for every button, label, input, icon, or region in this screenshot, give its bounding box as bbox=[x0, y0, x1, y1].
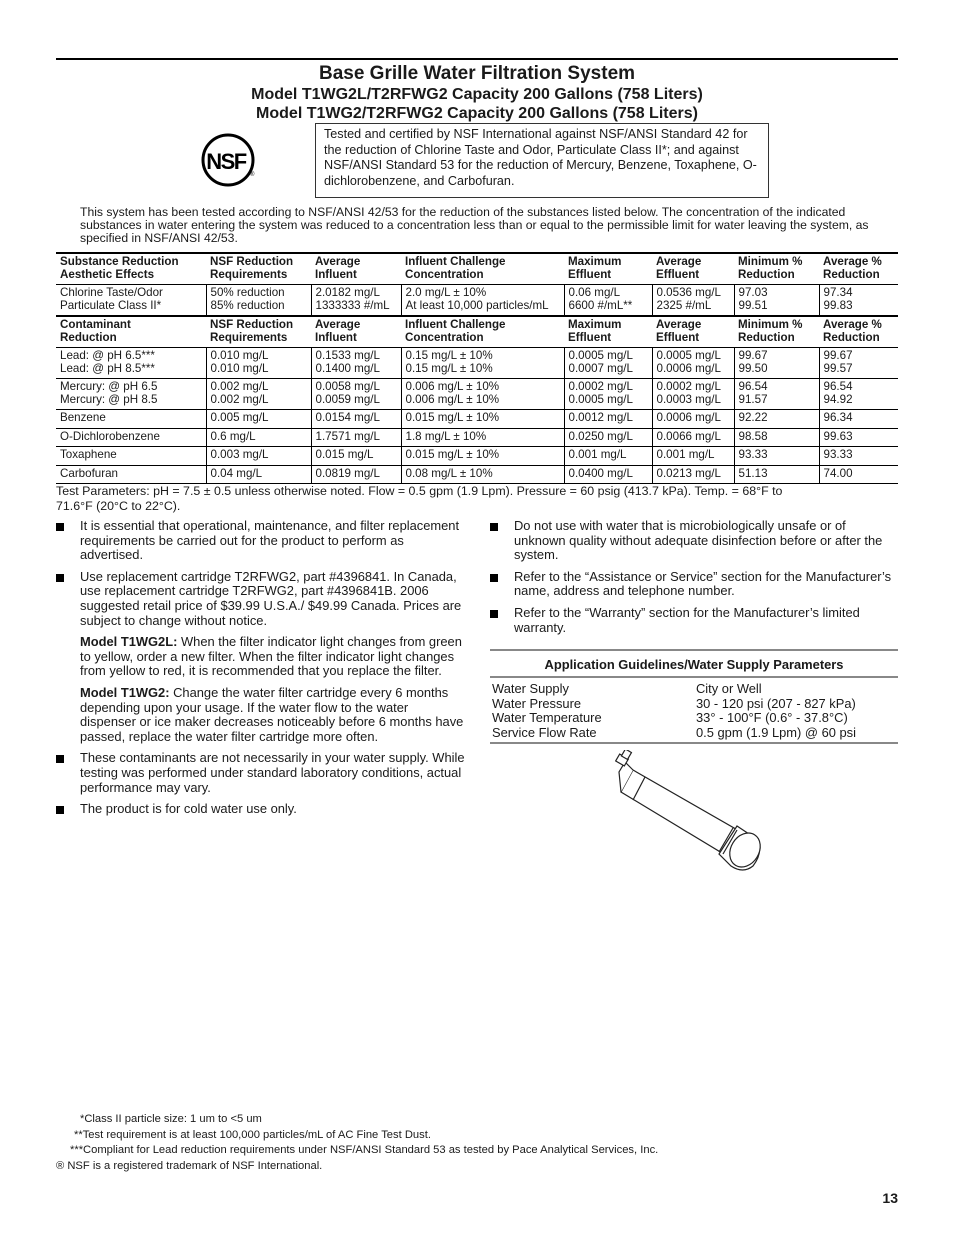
table-row bbox=[56, 447, 898, 466]
trademark-note: ® NSF is a registered trademark of NSF International. bbox=[56, 1159, 323, 1172]
table-cell: Maximum Effluent bbox=[564, 316, 652, 348]
table-cell: 0.0012 mg/L bbox=[564, 410, 652, 429]
bullet-item: Refer to the “Assistance or Service” section for the Manufacturer’s name, address and telephone number. bbox=[490, 570, 900, 599]
table-cell: Substance Reduction Aesthetic Effects bbox=[56, 253, 206, 285]
table-header-row bbox=[56, 253, 898, 285]
footnote: *Class II particle size: 1 um to <5 um bbox=[80, 1113, 262, 1125]
table-cell: 0.0250 mg/L bbox=[564, 428, 652, 447]
table-cell: 0.0154 mg/L bbox=[311, 410, 401, 429]
left-column bbox=[56, 519, 466, 824]
table-cell: 0.003 mg/L bbox=[206, 447, 311, 466]
table-cell: 0.0002 mg/L 0.0005 mg/L bbox=[564, 379, 652, 410]
square-bullet-icon bbox=[490, 574, 498, 582]
table-cell: 96.34 bbox=[819, 410, 898, 429]
table-row bbox=[56, 285, 898, 317]
table-cell: 0.04 mg/L bbox=[206, 465, 311, 484]
table-cell: NSF Reduction Requirements bbox=[206, 316, 311, 348]
square-bullet-icon bbox=[56, 755, 64, 763]
table-cell: O-Dichlorobenzene bbox=[56, 428, 206, 447]
table-row bbox=[56, 428, 898, 447]
table-cell: 0.08 mg/L ± 10% bbox=[401, 465, 564, 484]
bullet-item: Do not use with water that is microbiologically unsafe or of unknown quality without adequate disinfection before or after the system. bbox=[490, 519, 900, 563]
page-number: 13 bbox=[882, 1190, 898, 1206]
nsf-logo-text: NSF bbox=[206, 149, 246, 174]
table-row bbox=[56, 348, 898, 379]
footnote: ***Compliant for Lead reduction requirements under NSF/ANSI Standard 53 as tested by Pace Analytical Services, Inc. bbox=[70, 1144, 659, 1156]
table-cell: Average Effluent bbox=[652, 253, 734, 285]
table-cell: Maximum Effluent bbox=[564, 253, 652, 285]
model-subtitle-2: Model T1WG2/T2RFWG2 Capacity 200 Gallons (758 Liters) bbox=[256, 105, 698, 122]
application-guidelines bbox=[490, 649, 898, 744]
table-cell: Average Influent bbox=[311, 253, 401, 285]
table-cell: 0.0005 mg/L 0.0006 mg/L bbox=[652, 348, 734, 379]
model-t1wg2l-note: Model T1WG2L: When the filter indicator light changes from green to yellow, order a new filter. When the filter indicator light changes from yellow to red, it is recommended that you replace the filter. bbox=[80, 634, 462, 679]
reduction-table bbox=[56, 252, 898, 484]
table-row bbox=[56, 379, 898, 410]
table-cell: 0.0819 mg/L bbox=[311, 465, 401, 484]
guideline-row: Service Flow Rate 0.5 gpm (1.9 Lpm) @ 60 psi bbox=[492, 724, 856, 740]
table-cell: 1.8 mg/L ± 10% bbox=[401, 428, 564, 447]
table-cell: Average % Reduction bbox=[819, 316, 898, 348]
table-cell: 0.15 mg/L ± 10% 0.15 mg/L ± 10% bbox=[401, 348, 564, 379]
footnotes bbox=[56, 1112, 898, 1174]
square-bullet-icon bbox=[490, 523, 498, 531]
model-subtitle-1: Model T1WG2L/T2RFWG2 Capacity 200 Gallons (758 Liters) bbox=[251, 86, 703, 103]
guideline-row: Water Pressure 30 - 120 psi (207 - 827 kPa) bbox=[492, 695, 856, 711]
table-cell: Chlorine Taste/Odor Particulate Class II* bbox=[56, 285, 206, 317]
bullet-item: It is essential that operational, maintenance, and filter replacement requirements be carried out for the product to perform as advertised. bbox=[56, 519, 466, 563]
table-cell: Mercury: @ pH 6.5 Mercury: @ pH 8.5 bbox=[56, 379, 206, 410]
table-cell: 0.0005 mg/L 0.0007 mg/L bbox=[564, 348, 652, 379]
table-cell: 0.002 mg/L 0.002 mg/L bbox=[206, 379, 311, 410]
page-title: Base Grille Water Filtration System bbox=[318, 63, 636, 84]
table-cell: 98.58 bbox=[734, 428, 819, 447]
table-cell: NSF Reduction Requirements bbox=[206, 253, 311, 285]
table-cell: 0.0058 mg/L 0.0059 mg/L bbox=[311, 379, 401, 410]
table-cell: Minimum % Reduction bbox=[734, 253, 819, 285]
table-cell: 0.005 mg/L bbox=[206, 410, 311, 429]
bullet-item: Use replacement cartridge T2RFWG2, part #4396841. In Canada, use replacement cartridge T2RFWG2, part #4396841B. 2006 suggested retail price of $39.99 U.S.A./ $49.99 Canada. Prices are subject to change without notice. bbox=[56, 570, 466, 628]
certification-box: Tested and certified by NSF International against NSF/ANSI Standard 42 for the reduction of Chlorine Taste and Odor, Particulate Class II*; and against NSF/ANSI Standard 53 for the reduction of Mercury, Benzene, Toxaphene, O-dichlorobenzene, and Carbofuran. bbox=[315, 123, 769, 198]
bullet-item: These contaminants are not necessarily in your water supply. While testing was performed under standard laboratory conditions, actual performance may vary. bbox=[56, 751, 466, 795]
square-bullet-icon bbox=[490, 610, 498, 618]
intro-paragraph: This system has been tested according to NSF/ANSI 42/53 for the reduction of the substances listed below. The concentration of the indicated substances in water entering the system was reduced to a concentration less than or equal to the permissible limit for water leaving the system, as specified in NSF/ANSI 42/53. bbox=[80, 205, 869, 245]
filter-cartridge-illustration bbox=[615, 750, 775, 875]
table-cell: 96.54 94.92 bbox=[819, 379, 898, 410]
table-cell: 0.015 mg/L ± 10% bbox=[401, 410, 564, 429]
right-column bbox=[490, 519, 900, 642]
model-t1wg2-note: Model T1WG2: Change the water filter cartridge every 6 months depending upon your usage. If the water flow to the water dispenser or ice maker decreases noticeably before 6 months have passed, replace the water filter cartridge more often. bbox=[80, 684, 464, 744]
table-cell: Average Effluent bbox=[652, 316, 734, 348]
bullet-item: The product is for cold water use only. bbox=[56, 802, 466, 817]
bullet-item: Refer to the “Warranty” section for the Manufacturer’s limited warranty. bbox=[490, 606, 900, 635]
table-cell: 51.13 bbox=[734, 465, 819, 484]
table-cell: Contaminant Reduction bbox=[56, 316, 206, 348]
table-cell: 50% reduction 85% reduction bbox=[206, 285, 311, 317]
table-cell: 0.015 mg/L ± 10% bbox=[401, 447, 564, 466]
table-cell: 0.0536 mg/L 2325 #/mL bbox=[652, 285, 734, 317]
table-cell: 99.63 bbox=[819, 428, 898, 447]
table-cell: Influent Challenge Concentration bbox=[401, 253, 564, 285]
table-header-row bbox=[56, 316, 898, 348]
table-cell: 0.0066 mg/L bbox=[652, 428, 734, 447]
table-cell: 92.22 bbox=[734, 410, 819, 429]
square-bullet-icon bbox=[56, 574, 64, 582]
table-cell: 2.0 mg/L ± 10% At least 10,000 particles/mL bbox=[401, 285, 564, 317]
table-cell: Toxaphene bbox=[56, 447, 206, 466]
table-row bbox=[56, 465, 898, 484]
table-cell: 0.1533 mg/L 0.1400 mg/L bbox=[311, 348, 401, 379]
table-cell: 0.6 mg/L bbox=[206, 428, 311, 447]
table-cell: 0.0213 mg/L bbox=[652, 465, 734, 484]
table-cell: 97.34 99.83 bbox=[819, 285, 898, 317]
table-cell: 2.0182 mg/L 1333333 #/mL bbox=[311, 285, 401, 317]
table-cell: 74.00 bbox=[819, 465, 898, 484]
table-cell: Minimum % Reduction bbox=[734, 316, 819, 348]
guideline-row: Water Temperature 33° - 100°F (0.6° - 37.8°C) bbox=[492, 710, 848, 726]
svg-text:®: ® bbox=[250, 172, 255, 178]
table-cell: 93.33 bbox=[819, 447, 898, 466]
guideline-row: Water Supply City or Well bbox=[492, 681, 762, 696]
table-cell: 0.001 mg/L bbox=[564, 447, 652, 466]
table-cell: 0.006 mg/L ± 10% 0.006 mg/L ± 10% bbox=[401, 379, 564, 410]
table-cell: Lead: @ pH 6.5*** Lead: @ pH 8.5*** bbox=[56, 348, 206, 379]
footnote: **Test requirement is at least 100,000 particles/mL of AC Fine Test Dust. bbox=[74, 1128, 431, 1141]
table-cell: 0.0006 mg/L bbox=[652, 410, 734, 429]
table-cell: Carbofuran bbox=[56, 465, 206, 484]
guidelines-title: Application Guidelines/Water Supply Parameters bbox=[490, 649, 898, 678]
table-cell: Average % Reduction bbox=[819, 253, 898, 285]
table-cell: Benzene bbox=[56, 410, 206, 429]
title-block bbox=[56, 63, 898, 123]
table-cell: 99.67 99.50 bbox=[734, 348, 819, 379]
table-cell: 96.54 91.57 bbox=[734, 379, 819, 410]
table-cell: 0.0002 mg/L 0.0003 mg/L bbox=[652, 379, 734, 410]
table-cell: Influent Challenge Concentration bbox=[401, 316, 564, 348]
table-row bbox=[56, 410, 898, 429]
table-cell: 0.001 mg/L bbox=[652, 447, 734, 466]
square-bullet-icon bbox=[56, 523, 64, 531]
table-cell: 93.33 bbox=[734, 447, 819, 466]
table-cell: 0.0400 mg/L bbox=[564, 465, 652, 484]
square-bullet-icon bbox=[56, 806, 64, 814]
table-cell: 0.06 mg/L 6600 #/mL** bbox=[564, 285, 652, 317]
table-cell: 99.67 99.57 bbox=[819, 348, 898, 379]
table-cell: 0.010 mg/L 0.010 mg/L bbox=[206, 348, 311, 379]
nsf-logo bbox=[200, 132, 258, 188]
table-cell: 97.03 99.51 bbox=[734, 285, 819, 317]
table-cell: 1.7571 mg/L bbox=[311, 428, 401, 447]
table-cell: Average Influent bbox=[311, 316, 401, 348]
top-rule bbox=[56, 58, 898, 60]
test-parameters: Test Parameters: pH = 7.5 ± 0.5 unless otherwise noted. Flow = 0.5 gpm (1.9 Lpm). Pressure = 60 psig (413.7 kPa). Temp. = 68°F to 71.6°F (20°C to 22°C). bbox=[56, 484, 783, 513]
table-cell: 0.015 mg/L bbox=[311, 447, 401, 466]
